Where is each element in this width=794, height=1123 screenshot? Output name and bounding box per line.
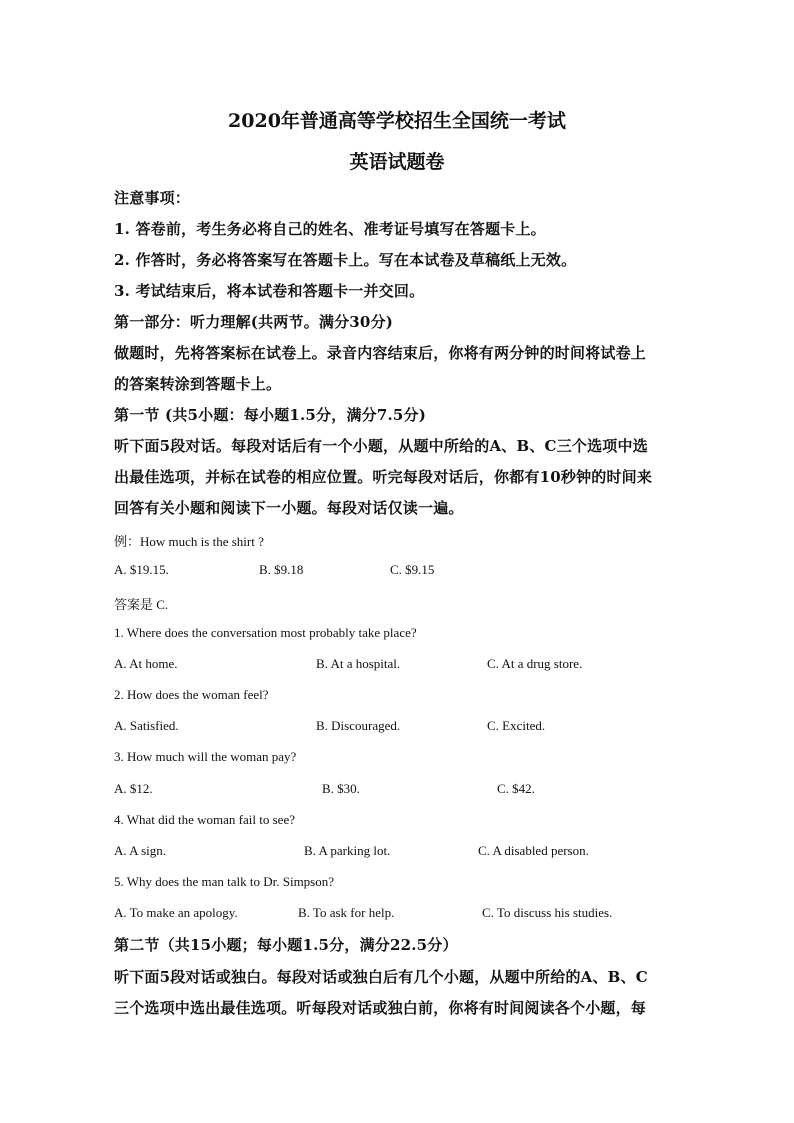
- notice-item-3: 3. 考试结束后，将本试卷和答题卡一并交回。: [114, 282, 425, 300]
- question-1-option-c: C. At a drug store.: [487, 656, 583, 671]
- question-1-option-a: A. At home.: [114, 656, 178, 671]
- part1-instruction-line-1: 做题时，先将答案标在试卷上。录音内容结束后，你将有两分钟的时间将试卷上: [114, 344, 647, 362]
- exam-subtitle: 英语试题卷: [349, 151, 445, 173]
- question-1: 1. Where does the conversation most probably take place?: [114, 625, 417, 640]
- question-5: 5. Why does the man talk to Dr. Simpson?: [114, 874, 335, 889]
- question-5-option-a: A. To make an apology.: [114, 905, 238, 920]
- section2-heading: 第二节（共15小题；每小题1.5分，满分22.5分）: [114, 936, 458, 954]
- example-question: 例：How much is the shirt ?: [114, 534, 264, 549]
- question-5-option-c: C. To discuss his studies.: [482, 905, 613, 920]
- question-4-option-b: B. A parking lot.: [304, 843, 391, 858]
- part1-heading: 第一部分：听力理解(共两节。满分30分): [114, 313, 394, 331]
- example-option-b: B. $9.18: [259, 562, 304, 577]
- question-4: 4. What did the woman fail to see?: [114, 812, 295, 827]
- section2-instruction-line-2: 三个选项中选出最佳选项。听每段对话或独白前，你将有时间阅读各个小题，每: [114, 999, 647, 1017]
- question-3-option-b: B. $30.: [322, 781, 360, 796]
- example-option-c: C. $9.15: [390, 562, 435, 577]
- exam-title: 2020年普通高等学校招生全国统一考试: [228, 110, 566, 132]
- section1-instruction-line-1: 听下面5段对话。每段对话后有一个小题，从题中所给的A、B、C三个选项中选: [114, 437, 648, 455]
- question-4-option-c: C. A disabled person.: [478, 843, 589, 858]
- question-5-option-b: B. To ask for help.: [298, 905, 395, 920]
- question-2-option-c: C. Excited.: [487, 718, 546, 733]
- section1-instruction-line-3: 回答有关小题和阅读下一小题。每段对话仅读一遍。: [114, 499, 464, 517]
- question-3: 3. How much will the woman pay?: [114, 749, 297, 764]
- notice-item-2: 2. 作答时，务必将答案写在答题卡上。写在本试卷及草稿纸上无效。: [114, 251, 577, 269]
- question-3-option-c: C. $42.: [497, 781, 535, 796]
- question-2-option-b: B. Discouraged.: [316, 718, 401, 733]
- question-4-option-a: A. A sign.: [114, 843, 167, 858]
- question-2: 2. How does the woman feel?: [114, 687, 269, 702]
- section1-heading: 第一节 (共5小题：每小题1.5分，满分7.5分): [114, 406, 427, 424]
- section1-instruction-line-2: 出最佳选项，并标在试卷的相应位置。听完每段对话后，你都有10秒钟的时间来: [114, 468, 653, 486]
- section2-instruction-line-1: 听下面5段对话或独白。每段对话或独白后有几个小题，从题中所给的A、B、C: [114, 968, 648, 986]
- example-option-a: A. $19.15.: [114, 562, 169, 577]
- question-1-option-b: B. At a hospital.: [316, 656, 401, 671]
- example-answer: 答案是 C.: [114, 597, 169, 612]
- notice-heading: 注意事项：: [114, 189, 191, 207]
- part1-instruction-line-2: 的答案转涂到答题卡上。: [114, 375, 282, 393]
- notice-item-1: 1. 答卷前，考生务必将自己的姓名、准考证号填写在答题卡上。: [114, 220, 546, 238]
- question-3-option-a: A. $12.: [114, 781, 153, 796]
- question-2-option-a: A. Satisfied.: [114, 718, 179, 733]
